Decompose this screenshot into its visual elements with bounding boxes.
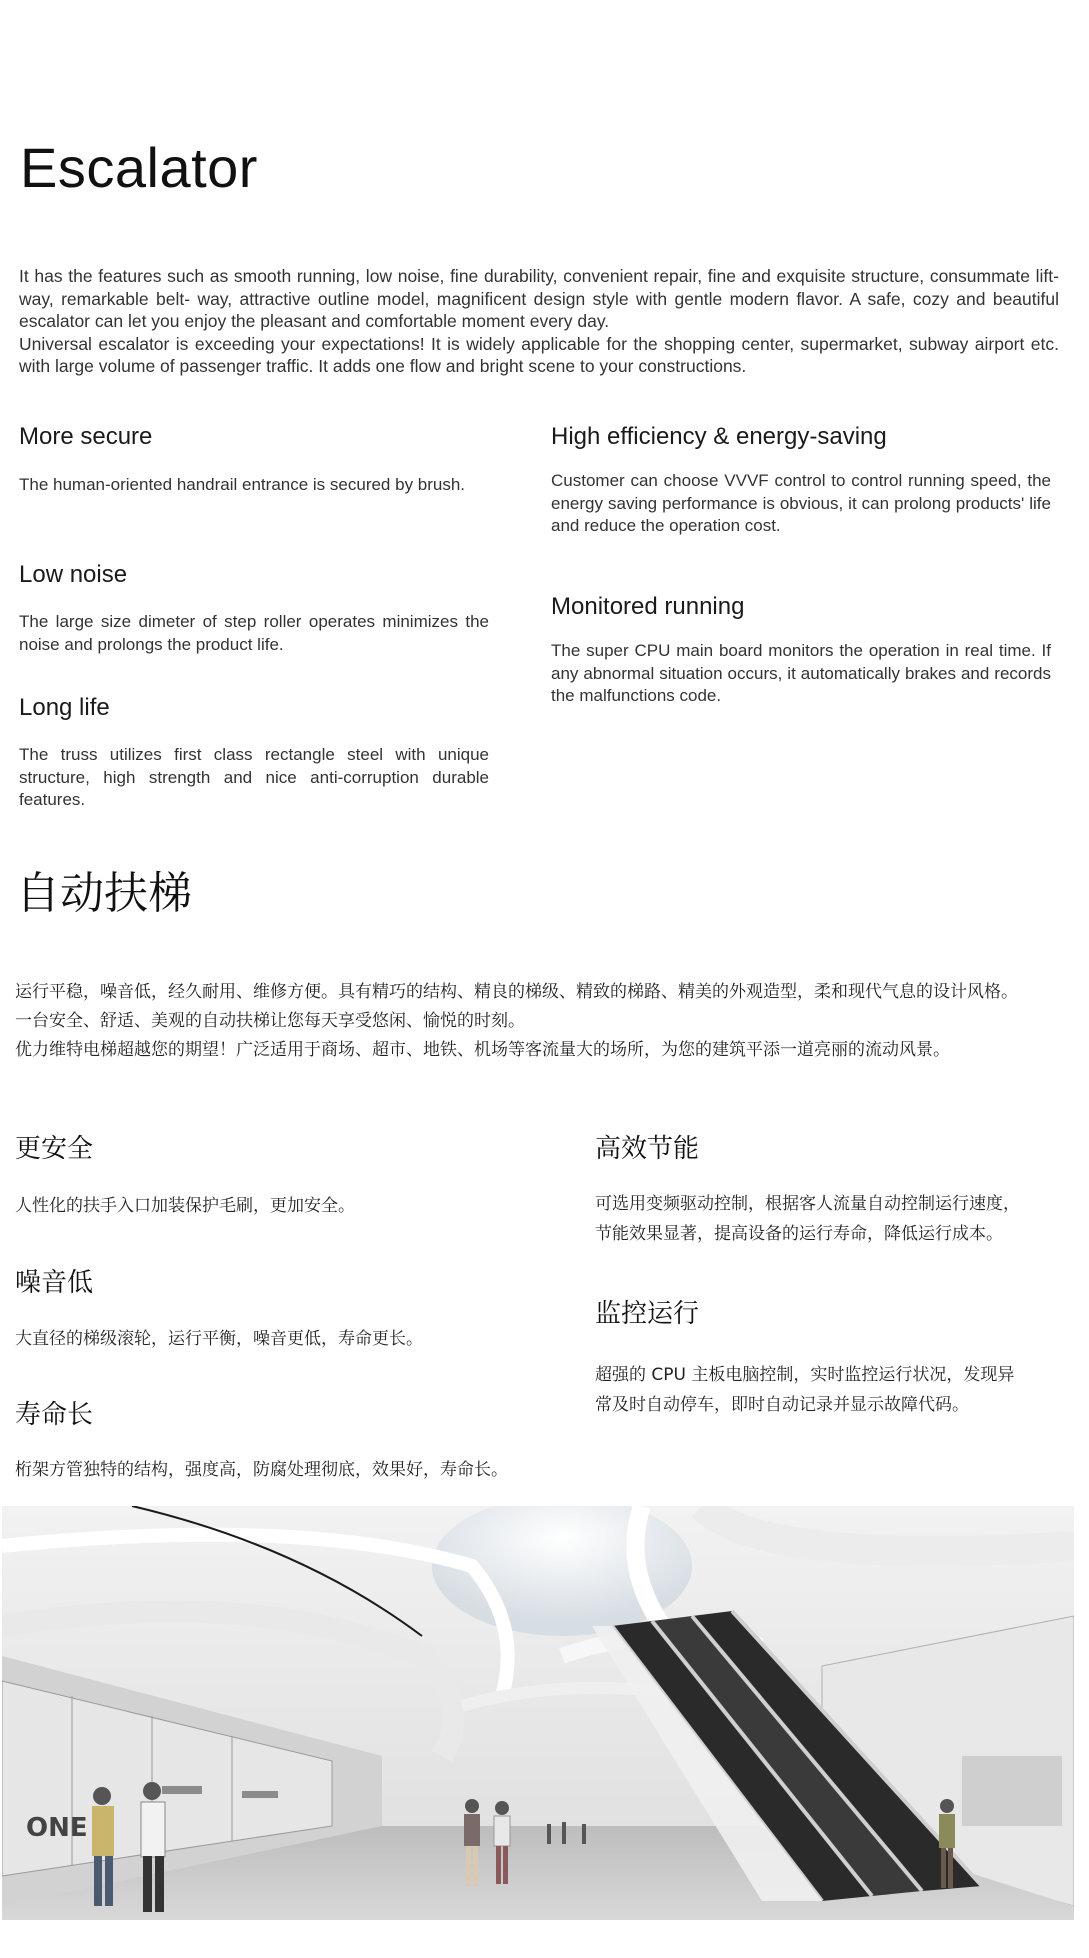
intro-paragraph: Universal escalator is exceeding your expectations! It is widely applicable for the shopping center, supermarket, subway airport etc. with large volume of passenger traffic. It adds one flow and bright scene to your constructions. (19, 333, 1059, 376)
feature-text-zh-life: 桁架方管独特的结构，强度高，防腐处理彻底，效果好，寿命长。 (15, 1460, 508, 1480)
feature-text-line: 超强的 CPU 主板电脑控制，实时监控运行状况，发现异 (595, 1365, 1015, 1385)
feature-title-zh-efficiency: 高效节能 (595, 1134, 700, 1164)
feature-text-low-noise: The large size dimeter of step roller operates minimizes the noise and prolongs the product life. (19, 612, 489, 654)
feature-text-monitored-running: The super CPU main board monitors the operation in real time. If any abnormal situation occurs, it automatically brakes and records the malfunctions code. (551, 641, 1051, 705)
feature-text-zh-secure: 人性化的扶手入口加装保护毛刷，更加安全。 (15, 1196, 355, 1216)
feature-title-zh-noise: 噪音低 (15, 1268, 94, 1298)
feature-title-more-secure: More secure (19, 423, 153, 450)
feature-text-zh-monitored (595, 1360, 1014, 1420)
feature-title-long-life: Long life (19, 694, 110, 721)
feature-text-more-secure: The human-oriented handrail entrance is secured by brush. (19, 475, 466, 494)
intro-chinese (15, 978, 1085, 1065)
feature-title-high-efficiency: High efficiency & energy-saving (551, 423, 887, 450)
feature-text-zh-noise: 大直径的梯级滚轮，运行平衡，噪音更低，寿命更长。 (15, 1329, 423, 1349)
escalator-mall-photo (2, 1506, 1074, 1920)
page-title-chinese: 自动扶梯 (16, 868, 192, 919)
feature-title-zh-life: 寿命长 (15, 1400, 94, 1430)
feature-text-high-efficiency: Customer can choose VVVF control to control running speed, the energy saving performance is obvious, it can prolong products' life and reduce the operation cost. (551, 471, 1051, 535)
intro-english (19, 265, 1059, 378)
feature-title-zh-secure: 更安全 (15, 1134, 94, 1164)
feature-text-line: 节能效果显著，提高设备的运行寿命，降低运行成本。 (595, 1224, 1003, 1244)
feature-title-low-noise: Low noise (19, 561, 128, 588)
feature-title-zh-monitored: 监控运行 (595, 1299, 700, 1329)
intro-line: 优力维特电梯超越您的期望！广泛适用于商场、超市、地铁、机场等客流量大的场所，为您的建筑平添一道亮丽的流动风景。 (15, 1040, 950, 1060)
page-title-english: Escalator (20, 136, 258, 199)
intro-paragraph: It has the features such as smooth running, low noise, fine durability, convenient repair, fine and exquisite structure, consummate lift-way, remarkable belt- way, attractive outline model, magnificent design style with gentle modern flavor. A safe, cozy and beautiful escalator can let you enjoy the pleasant and comfortable moment every day. (19, 266, 1059, 331)
feature-title-monitored-running: Monitored running (551, 593, 745, 620)
feature-text-long-life: The truss utilizes first class rectangle steel with unique structure, high strength and nice anti-corruption durable features. (19, 745, 489, 809)
feature-text-line: 常及时自动停车，即时自动记录并显示故障代码。 (595, 1395, 969, 1415)
intro-line: 运行平稳，噪音低，经久耐用、维修方便。具有精巧的结构、精良的梯级、精致的梯路、精美的外观造型，柔和现代气息的设计风格。 (15, 982, 1018, 1002)
intro-line: 一台安全、舒适、美观的自动扶梯让您每天享受悠闲、愉悦的时刻。 (15, 1011, 525, 1031)
feature-text-line: 可选用变频驱动控制，根据客人流量自动控制运行速度， (595, 1194, 1020, 1214)
feature-text-zh-efficiency (595, 1189, 1020, 1249)
store-sign: ONE (26, 1813, 88, 1843)
